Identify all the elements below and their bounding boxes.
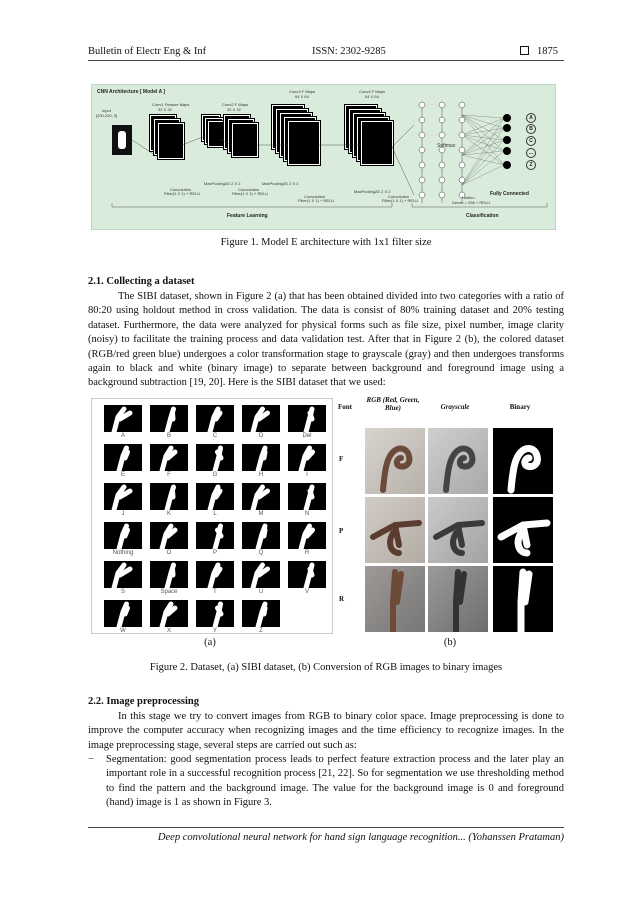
footer-text: Deep convolutional neural network for hand sign language recognition... (Yohanssen Prataman) — [157, 832, 564, 843]
rgb-photo-r — [365, 566, 425, 632]
hand-sign-label: U — [258, 589, 264, 595]
filter-label-1: Filter(1 X 1) + RELU — [164, 191, 201, 196]
hand-sign-label: Y — [212, 628, 217, 634]
header-binary: Binary — [509, 403, 531, 411]
hand-sign-label: Q — [258, 550, 264, 556]
conv1-dim: 32 X 32 — [158, 107, 172, 112]
hand-sign-label: M — [258, 511, 264, 517]
row-label-r: R — [339, 595, 345, 603]
hand-sign-label: S — [120, 589, 125, 595]
hand-sign-label: Space — [160, 589, 178, 595]
hand-sign-image — [242, 483, 280, 510]
maxpool-label-3: MaxPooling2D 2 X 2 — [354, 189, 391, 194]
fully-connected-label: Fully Connected — [490, 191, 529, 197]
conv4-dim: 64 X 64 — [365, 94, 379, 99]
hand-sign-label: T — [213, 589, 217, 595]
conv2-label: Conv2 F Maps — [222, 102, 249, 107]
hand-sign-image — [104, 444, 142, 471]
figure1-caption: Figure 1. Model E architecture with 1x1 filter size — [220, 237, 432, 248]
hand-sign-image — [150, 600, 188, 627]
hand-sign-image — [196, 600, 234, 627]
connection-lines — [92, 85, 555, 229]
conv1-label: Conv1 Feature Maps — [152, 102, 190, 107]
cnn-architecture-diagram — [91, 84, 556, 230]
hand-sign-image — [196, 405, 234, 432]
grayscale-photo-f — [428, 428, 488, 494]
hand-sign-image — [104, 600, 142, 627]
hand-sign-image — [196, 561, 234, 588]
rgb-photo-p — [365, 497, 425, 563]
row-label-p: P — [339, 527, 344, 535]
hand-sign-image — [288, 444, 326, 471]
hand-sign-label: J — [121, 511, 125, 517]
convolution-label-1: Convolution — [170, 187, 192, 192]
convolution-label-3: Convolution — [304, 194, 326, 199]
section-heading-collecting-dataset: 2.1. Collecting a dataset — [88, 276, 195, 287]
hand-sign-label: V — [304, 589, 309, 595]
hand-sign-image — [104, 522, 142, 549]
rgb-photo-f — [365, 428, 425, 494]
hand-sign-label: H — [258, 472, 264, 478]
output-class: A — [526, 113, 536, 123]
filter-label-4: Filter(1 X 1) + RELU — [382, 198, 419, 203]
binary-photo-p — [493, 497, 553, 563]
hand-sign-image — [150, 444, 188, 471]
binary-photo-f — [493, 428, 553, 494]
hand-sign-image — [288, 561, 326, 588]
hand-sign-label: P — [212, 550, 217, 556]
grayscale-photo-p — [428, 497, 488, 563]
hand-sign-label: W — [120, 628, 126, 634]
hand-sign-label: I — [306, 472, 308, 478]
conv4-label: Conv4 F Maps — [359, 89, 386, 94]
segmentation-bullet: Segmentation: good segmentation process leads to perfect feature extraction process and the later play an important role in a successful recognition process [21, 22]. So for segmentation we use thresholding method to find the pattern and the background image. The value for the background image is 0 and foreground (hand) image is 1 as shown in Figure 3. — [106, 754, 564, 809]
hand-sign-image — [242, 405, 280, 432]
hand-sign-label: B — [166, 433, 171, 439]
hand-sign-image — [196, 522, 234, 549]
hand-sign-label: Nothing — [112, 550, 134, 556]
output-class: ... — [526, 148, 536, 158]
hand-sign-image — [242, 522, 280, 549]
output-class: C — [526, 136, 536, 146]
issn: ISSN: 2302-9285 — [312, 46, 386, 57]
conv3-label: Conv3 F Maps — [289, 89, 316, 94]
page-number — [520, 46, 558, 57]
hand-sign-label: Z — [259, 628, 263, 634]
hand-sign-label: C — [212, 433, 218, 439]
figure2-caption: Figure 2. Dataset, (a) SIBI dataset, (b) Conversion of RGB images to binary images — [149, 662, 503, 673]
row-label-f: F — [339, 455, 344, 463]
hand-sign-image — [150, 522, 188, 549]
dense-label: Dense = 256 + RELU — [452, 200, 491, 205]
section2-body: In this stage we try to convert images from RGB to binary color space. Image preprocessing is done to improve the computer accuracy when recognizing images and the time efficiency to recognize images. In the image preprocessing stage, several steps are carried out such as: — [88, 711, 564, 751]
subfigure-a-label: (a) — [204, 637, 216, 648]
hand-sign-label: G — [212, 472, 218, 478]
hand-sign-label: L — [213, 511, 217, 517]
hand-sign-image — [196, 483, 234, 510]
input-dim: [200,200, 3] — [96, 113, 118, 118]
hand-sign-image — [242, 600, 280, 627]
hand-sign-image — [288, 483, 326, 510]
hand-sign-label: E — [120, 472, 125, 478]
grayscale-photo-r — [428, 566, 488, 632]
hand-sign-image — [196, 444, 234, 471]
hidden-label: Hidden — [462, 195, 475, 200]
maxpool-label-2: MaxPooling2D 2 X 2 — [262, 181, 299, 186]
hand-sign-label: Del — [302, 433, 312, 439]
subfigure-b-label: (b) — [443, 637, 457, 648]
journal-name: Bulletin of Electr Eng & Inf — [88, 46, 207, 57]
hand-sign-image — [242, 561, 280, 588]
hand-sign-label: O — [166, 550, 172, 556]
sibi-grid-cells — [92, 399, 332, 633]
conversion-table — [335, 395, 565, 637]
feature-learning-label: Feature Learning — [227, 213, 268, 219]
footer-rule — [88, 827, 564, 828]
hand-sign-label: D — [258, 433, 264, 439]
maxpool-label-1: MaxPooling2D 2 X 2 — [204, 181, 241, 186]
sibi-dataset-grid — [91, 398, 333, 634]
hand-sign-label: F — [167, 472, 171, 478]
binary-photo-r — [493, 566, 553, 632]
input-label: Input — [102, 108, 111, 113]
output-classes — [524, 113, 534, 171]
header-rgb: RGB (Red, Green, Blue) — [366, 396, 420, 412]
checkbox-icon — [520, 46, 529, 55]
header-grayscale: Grayscale — [440, 403, 470, 411]
hand-sign-image — [104, 561, 142, 588]
output-class: Z — [526, 160, 536, 170]
classification-label: Classification — [466, 213, 499, 219]
page-number-text: 1875 — [537, 46, 558, 57]
softmax-label: Softmax — [437, 143, 456, 149]
bullet-mark: − — [88, 754, 94, 765]
hand-sign-image — [104, 483, 142, 510]
hand-sign-image — [150, 561, 188, 588]
hand-sign-label: X — [166, 628, 171, 634]
hand-sign-label: N — [304, 511, 310, 517]
hand-sign-label: A — [120, 433, 125, 439]
filter-label-3: Filter(1 X 1) + RELU — [298, 198, 335, 203]
header-font: Font — [338, 403, 352, 411]
filter-label-2: Filter(1 X 1) + RELU — [232, 191, 269, 196]
output-class: B — [526, 124, 536, 134]
section1-body: The SIBI dataset, shown in Figure 2 (a) that has been obtained divided into two categories with a ratio of 80:20 using holdout method in cross validation. The data is consist of 80% training dataset and 20% testing dataset. Furthermore, the data were analyzed for physical forms such as file size, pixel number, image clarity (noisy) to facilitate the training process and data validation test. After that in Figure 2 (b), the colored dataset (RGB/red green blue) undergoes a color transformation stage to grayscale (gray) and then undergoes transforms again to black and white (binary image) to separate between background and foreground image using a background subtraction [19, 20]. Here is the SIBI dataset that we used: — [88, 291, 564, 389]
conv2-dim: 32 X 32 — [227, 107, 241, 112]
convolution-label-4: Convolution — [388, 194, 410, 199]
hand-sign-image — [242, 444, 280, 471]
hand-sign-label: R — [304, 550, 310, 556]
hand-sign-image — [150, 483, 188, 510]
diagram-title: CNN Architecture [ Model A ] — [97, 89, 166, 95]
hand-sign-label: K — [166, 511, 171, 517]
hand-sign-image — [104, 405, 142, 432]
convolution-label-2: Convolution — [238, 187, 260, 192]
conv3-dim: 64 X 64 — [295, 94, 309, 99]
hand-sign-image — [150, 405, 188, 432]
hand-sign-image — [288, 405, 326, 432]
header-rule — [88, 60, 564, 61]
hand-sign-image — [288, 522, 326, 549]
section-heading-image-preprocessing: 2.2. Image preprocessing — [88, 696, 200, 707]
